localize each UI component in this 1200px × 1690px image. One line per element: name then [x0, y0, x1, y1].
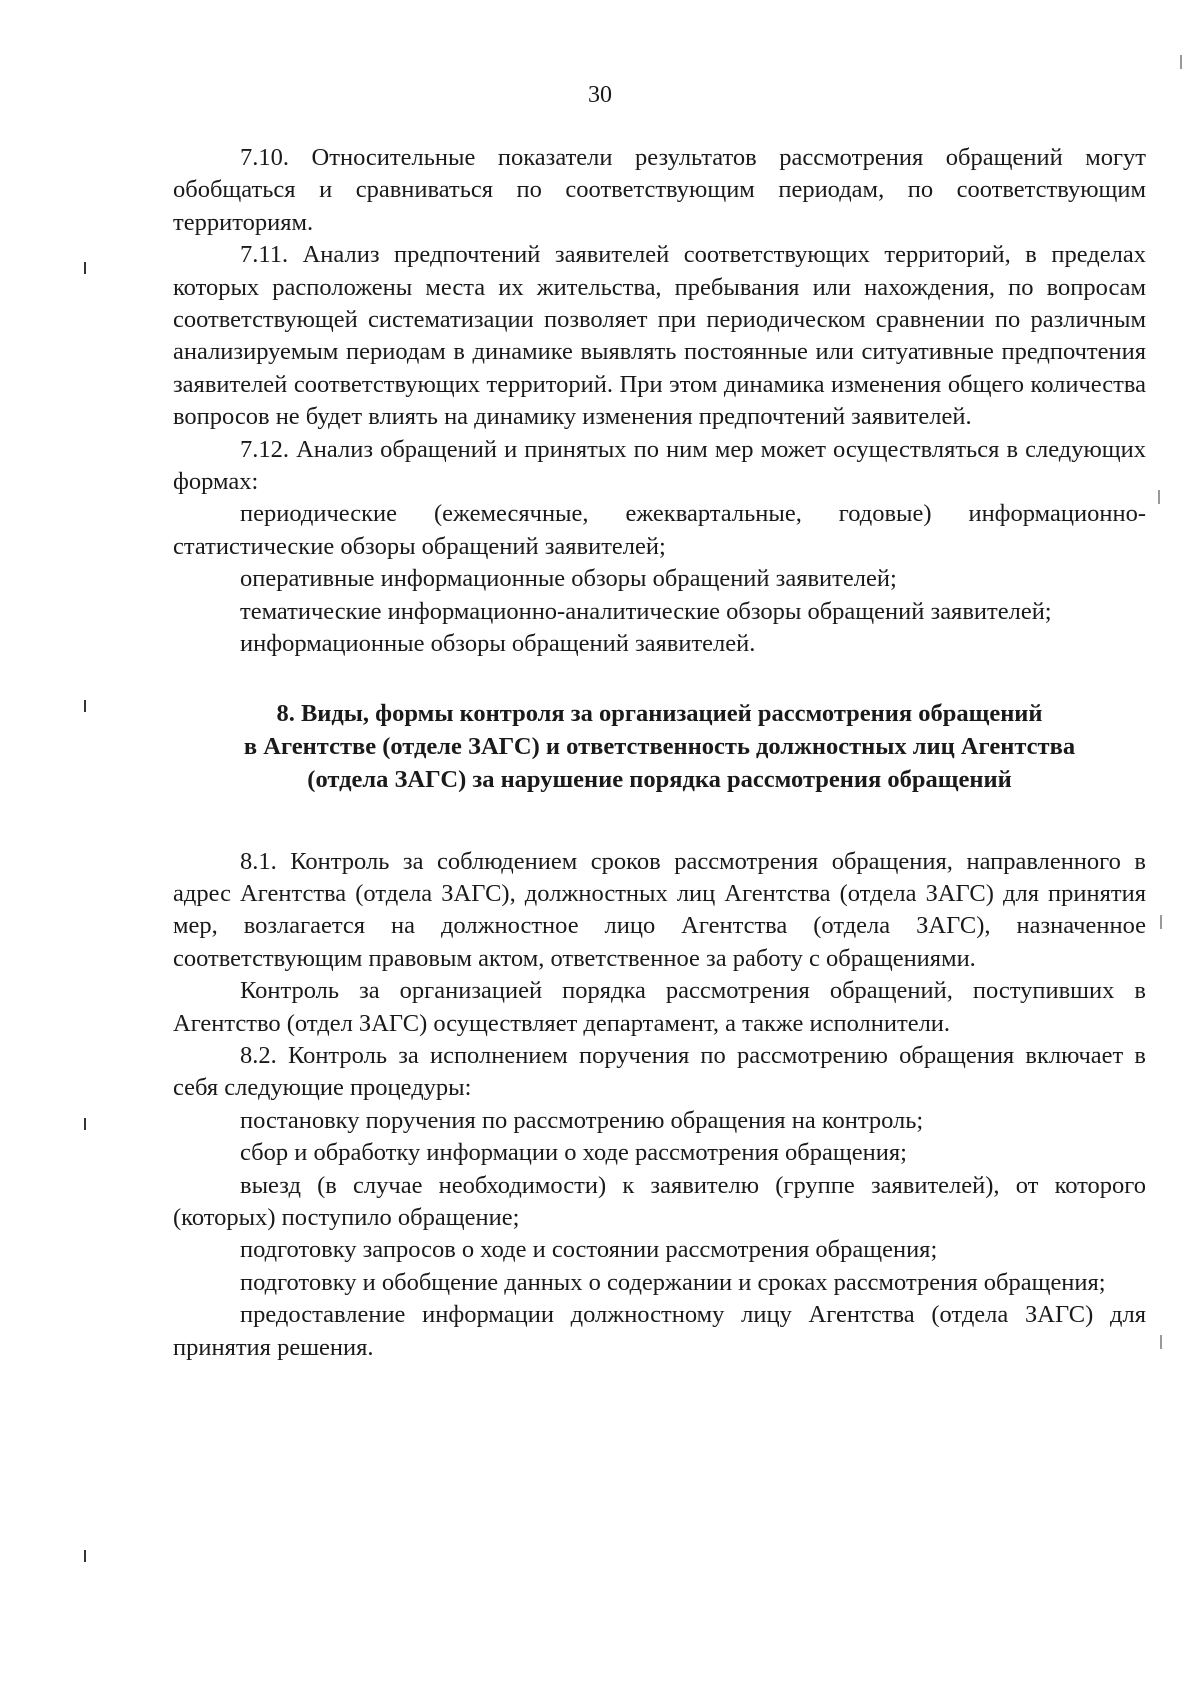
paragraph-7-12: 7.12. Анализ обращений и принятых по ним мер может осуществляться в следующих формах: — [173, 435, 1146, 496]
paragraph-7-11: 7.11. Анализ предпочтений заявителей соответствующих территорий, в пределах которых расположены места их жительства, пребывания или нахождения, по вопросам соответствующей систематизации позволяет при периодическом сравнении по различным анализируемым периодам в динамике выявлять постоянные или ситуативные предпочтения заявителей соответствующих территорий. При этом динамика изменения общего количества вопросов не будет влиять на динамику изменения предпочтений заявителей. — [173, 241, 1146, 431]
scan-edge-mark — [1160, 915, 1162, 929]
list-item-procedure: постановку поручения по рассмотрению обращения на контроль; — [240, 1106, 924, 1134]
section-title-line: (отдела ЗАГС) за нарушение порядка рассмотрения обращений — [307, 765, 1012, 793]
list-item-procedure: выезд (в случае необходимости) к заявителю (группе заявителей), от которого (которых) поступило обращение; — [173, 1171, 1146, 1231]
paragraph-8-2: 8.2. Контроль за исполнением поручения по рассмотрению обращения включает в себя следующие процедуры: — [173, 1041, 1146, 1102]
list-item-informational-reviews: информационные обзоры обращений заявителей. — [240, 630, 756, 658]
binding-mark — [84, 262, 86, 274]
binding-mark — [84, 1118, 86, 1130]
section-title-line: 8. Виды, формы контроля за организацией рассмотрения обращений — [276, 699, 1043, 727]
paragraph-7-10: 7.10. Относительные показатели результатов рассмотрения обращений могут обобщаться и сравниваться по соответствующим периодам, по соответствующим территориям. — [173, 144, 1146, 236]
list-item-procedure: подготовку запросов о ходе и состоянии рассмотрения обращения; — [240, 1236, 938, 1264]
scan-edge-mark — [1158, 490, 1160, 504]
page-number: 30 — [588, 82, 612, 108]
scan-edge-mark — [1160, 1335, 1162, 1349]
binding-mark — [84, 700, 86, 712]
list-item-operational-reviews: оперативные информационные обзоры обращений заявителей; — [240, 565, 897, 593]
list-item-procedure: предоставление информации должностному лицу Агентства (отдела ЗАГС) для принятия решения. — [173, 1301, 1146, 1361]
paragraph-control-organization: Контроль за организацией порядка рассмотрения обращений, поступивших в Агентство (отдел ЗАГС) осуществляет департамент, а также исполнители. — [173, 977, 1146, 1037]
document-body — [173, 142, 1146, 1364]
paragraph-8-1: 8.1. Контроль за соблюдением сроков рассмотрения обращения, направленного в адрес Агентства (отдела ЗАГС), должностных лиц Агентства (отдела ЗАГС) для принятия мер, возлагается на должностное лицо Агентства (отдела ЗАГС), назначенное соответствующим правовым актом, ответственное за работу с обращениями. — [173, 847, 1146, 972]
section-8-title — [173, 697, 1146, 796]
section-title-line: в Агентстве (отделе ЗАГС) и ответственность должностных лиц Агентства — [243, 732, 1076, 760]
list-item-periodic-reviews: периодические (ежемесячные, ежеквартальные, годовые) информационно-статистические обзоры обращений заявителей; — [173, 500, 1146, 560]
list-item-procedure: подготовку и обобщение данных о содержании и сроках рассмотрения обращения; — [240, 1268, 1106, 1296]
scan-edge-mark — [1180, 55, 1182, 69]
list-item-procedure: сбор и обработку информации о ходе рассмотрения обращения; — [240, 1139, 907, 1167]
list-item-thematic-reviews: тематические информационно-аналитические обзоры обращений заявителей; — [240, 597, 1052, 625]
binding-mark — [84, 1550, 86, 1562]
